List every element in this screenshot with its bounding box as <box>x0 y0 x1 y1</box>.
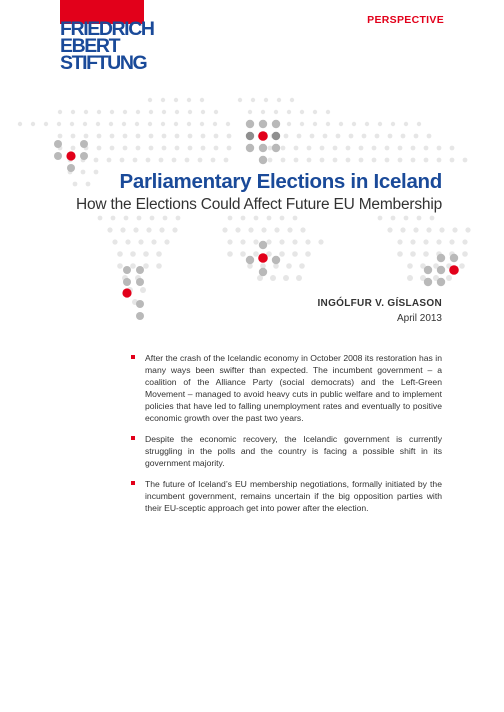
map-dot <box>143 251 149 257</box>
map-dot <box>333 158 338 163</box>
map-dot <box>318 239 323 244</box>
map-dot <box>326 110 330 114</box>
map-dot <box>235 227 240 232</box>
map-dot <box>259 241 267 249</box>
map-dot <box>187 122 191 126</box>
map-dot <box>465 227 470 232</box>
map-dot <box>417 216 422 221</box>
map-dot <box>84 134 89 139</box>
map-dot <box>446 275 452 281</box>
bullet-text: After the crash of the Icelandic economy in October 2008 its restoration has in many ways been swifter than expected. The incumbent government – a coalition of the Alliance Party (social democrats) and the Left-Green Movement – managed to avoid heavy cuts in public welfare and to implement policies that have led to falling unemployment rates and eventually to positive economic growth over the past two years. <box>145 353 442 423</box>
map-dot <box>305 239 310 244</box>
map-dot <box>133 158 138 163</box>
map-dot <box>279 239 284 244</box>
map-dot <box>365 122 369 126</box>
map-dot <box>185 158 190 163</box>
map-dot <box>320 158 325 163</box>
map-dot <box>238 98 242 102</box>
map-dot <box>281 146 286 151</box>
map-dot <box>149 134 154 139</box>
map-dot <box>404 122 408 126</box>
map-dot <box>359 146 364 151</box>
map-dot <box>359 158 364 163</box>
map-dot <box>397 251 403 257</box>
map-dot <box>125 239 130 244</box>
map-dot <box>297 134 302 139</box>
map-dot <box>164 239 169 244</box>
map-dot <box>272 256 280 264</box>
logo-line-1: FRIEDRICH <box>60 18 154 40</box>
map-dot <box>175 134 180 139</box>
map-dot <box>151 239 156 244</box>
map-dot <box>97 110 101 114</box>
map-dot <box>112 239 117 244</box>
map-dot <box>175 110 179 114</box>
map-dot <box>54 140 62 148</box>
map-dot <box>96 122 100 126</box>
map-dot <box>272 120 280 128</box>
map-dot <box>274 110 278 114</box>
map-dot <box>246 144 254 152</box>
map-dot <box>279 251 285 257</box>
map-dot <box>58 110 62 114</box>
map-dot <box>163 216 168 221</box>
bullet-square-icon <box>131 355 135 359</box>
map-dot <box>140 287 146 293</box>
map-dot <box>123 110 127 114</box>
map-dot <box>107 158 112 163</box>
map-dot <box>58 134 63 139</box>
map-dot <box>175 146 180 151</box>
map-dot <box>313 122 317 126</box>
map-dot <box>222 227 227 232</box>
map-dot <box>156 251 162 257</box>
map-dot-highlight <box>258 131 268 141</box>
map-dot <box>397 239 402 244</box>
map-dot <box>200 122 204 126</box>
map-dot <box>391 216 396 221</box>
map-dot <box>188 134 193 139</box>
map-dot <box>450 146 455 151</box>
map-dot <box>135 122 139 126</box>
map-dot <box>307 158 312 163</box>
map-dot <box>286 263 292 269</box>
map-dot <box>44 122 48 126</box>
map-dot <box>430 216 435 221</box>
map-dot <box>107 227 112 232</box>
map-dot <box>149 110 153 114</box>
map-dot <box>391 122 395 126</box>
map-dot <box>352 122 356 126</box>
map-dot <box>159 158 164 163</box>
map-dot <box>71 146 76 151</box>
publication-date: April 2013 <box>396 313 442 324</box>
map-dot <box>300 110 304 114</box>
map-dot <box>211 158 216 163</box>
map-dot <box>266 239 271 244</box>
map-dot <box>424 158 429 163</box>
map-dot <box>388 134 393 139</box>
map-dot <box>138 239 143 244</box>
map-dot <box>410 251 416 257</box>
map-dot <box>437 266 445 274</box>
map-dot <box>136 134 141 139</box>
map-dot <box>378 216 383 221</box>
map-dot <box>300 122 304 126</box>
logo-line-2: EBERT <box>60 35 120 57</box>
map-dot <box>162 134 167 139</box>
map-dot <box>227 146 232 151</box>
map-dot <box>98 216 103 221</box>
bullet-text: The future of Iceland’s EU membership negotiations, formally initiated by the incumbent government, remains uncertain if the big opposition parties with their EU-sceptic approach get into power after the election. <box>145 479 442 513</box>
map-dot <box>423 239 428 244</box>
map-dot <box>346 146 351 151</box>
map-dot <box>437 254 445 262</box>
summary-bullet-list <box>131 352 442 523</box>
map-dot <box>281 158 286 163</box>
map-dot <box>398 158 403 163</box>
map-dot <box>213 122 217 126</box>
map-dot <box>287 122 291 126</box>
map-dot <box>417 122 421 126</box>
map-dot <box>150 216 155 221</box>
map-dot <box>259 156 267 164</box>
map-dot <box>292 251 298 257</box>
map-dot <box>174 122 178 126</box>
map-dot <box>246 120 254 128</box>
bullet-square-icon <box>131 481 135 485</box>
map-dot <box>246 132 254 140</box>
map-dot <box>339 122 343 126</box>
map-dot <box>436 239 441 244</box>
map-dot <box>159 227 164 232</box>
map-dot <box>83 122 87 126</box>
map-dot <box>293 216 298 221</box>
map-dot <box>287 227 292 232</box>
map-dot <box>283 275 289 281</box>
map-dot <box>246 256 254 264</box>
map-dot <box>80 152 88 160</box>
map-dot <box>259 120 267 128</box>
map-dot <box>70 122 74 126</box>
map-dot <box>198 158 203 163</box>
map-dot <box>172 227 177 232</box>
map-dot <box>227 239 232 244</box>
map-dot <box>462 251 468 257</box>
map-dot <box>136 110 140 114</box>
author-name: INGÓLFUR V. GÍSLASON <box>317 298 442 309</box>
map-dot <box>57 122 61 126</box>
map-dot <box>172 158 177 163</box>
map-dot <box>299 263 305 269</box>
map-dot <box>336 134 341 139</box>
map-dot <box>387 227 392 232</box>
map-dot <box>254 216 259 221</box>
map-dot <box>372 158 377 163</box>
map-dot <box>84 110 88 114</box>
map-dot <box>117 251 123 257</box>
map-dot <box>136 278 144 286</box>
map-dot <box>18 122 22 126</box>
map-dot <box>426 227 431 232</box>
map-dot <box>240 239 245 244</box>
map-dot-highlight <box>258 253 268 263</box>
map-dot <box>404 216 409 221</box>
map-dot <box>349 134 354 139</box>
map-dot <box>267 216 272 221</box>
map-dot <box>124 216 129 221</box>
map-dot-highlight <box>449 265 459 275</box>
map-dot <box>450 254 458 262</box>
map-dot <box>123 146 128 151</box>
map-dot <box>148 98 152 102</box>
map-dot <box>111 216 116 221</box>
map-dot <box>424 266 432 274</box>
map-dot <box>31 122 35 126</box>
map-dot <box>71 110 75 114</box>
map-dot <box>307 146 312 151</box>
map-dot <box>346 158 351 163</box>
map-dot <box>201 146 206 151</box>
map-dot <box>274 227 279 232</box>
map-dot <box>227 251 233 257</box>
map-dot <box>162 146 167 151</box>
map-dot <box>143 263 149 269</box>
map-dot <box>188 110 192 114</box>
map-dot <box>146 158 151 163</box>
map-dot <box>162 110 166 114</box>
map-dot <box>401 134 406 139</box>
map-dot <box>161 122 165 126</box>
map-dot <box>452 227 457 232</box>
map-dot <box>362 134 367 139</box>
map-dot <box>156 263 162 269</box>
map-dot <box>261 227 266 232</box>
map-dot <box>226 122 230 126</box>
map-dot-highlight <box>122 288 131 297</box>
map-dot <box>201 110 205 114</box>
map-dot <box>439 227 444 232</box>
map-dot <box>123 278 131 286</box>
summary-bullet <box>131 478 442 514</box>
map-dot <box>137 216 142 221</box>
map-dot <box>123 134 128 139</box>
map-dot <box>214 110 218 114</box>
map-dot <box>176 216 181 221</box>
bullet-square-icon <box>131 436 135 440</box>
map-dot <box>54 152 62 160</box>
map-dot <box>407 275 413 281</box>
map-dot <box>294 158 299 163</box>
map-dot <box>228 216 233 221</box>
map-dot <box>437 158 442 163</box>
map-dot <box>270 275 276 281</box>
map-dot <box>323 134 328 139</box>
map-dot <box>411 146 416 151</box>
map-dot <box>259 144 267 152</box>
map-dot <box>253 251 259 257</box>
map-dot <box>427 134 432 139</box>
map-dot <box>248 110 252 114</box>
map-dot <box>272 132 280 140</box>
document-subtitle: How the Elections Could Affect Future EU Membership <box>76 196 442 213</box>
map-dot-highlight <box>66 151 75 160</box>
map-dot <box>287 110 291 114</box>
map-dot <box>251 98 255 102</box>
map-dot <box>110 110 114 114</box>
map-dot <box>123 266 131 274</box>
map-dot <box>450 158 455 163</box>
map-dot <box>146 227 151 232</box>
map-dot <box>414 134 419 139</box>
series-tag: PERSPECTIVE <box>367 14 444 26</box>
map-dot <box>411 158 416 163</box>
map-dot <box>110 146 115 151</box>
map-dot <box>122 122 126 126</box>
map-dot <box>130 251 136 257</box>
map-dot <box>424 146 429 151</box>
map-dot <box>97 146 102 151</box>
map-dot <box>227 134 232 139</box>
map-dot <box>161 98 165 102</box>
map-dot <box>109 122 113 126</box>
map-dot <box>437 146 442 151</box>
map-dot <box>407 263 413 269</box>
map-dot <box>136 266 144 274</box>
map-dot <box>200 98 204 102</box>
map-dot <box>463 158 468 163</box>
map-dot <box>326 122 330 126</box>
map-dot <box>290 98 294 102</box>
map-dot <box>94 158 99 163</box>
map-dot <box>292 239 297 244</box>
map-dot <box>187 98 191 102</box>
map-dot <box>120 158 125 163</box>
map-dot <box>268 146 273 151</box>
map-dot <box>413 227 418 232</box>
map-dot <box>333 146 338 151</box>
map-dot <box>130 263 136 269</box>
map-dot <box>385 158 390 163</box>
map-dot <box>398 146 403 151</box>
map-dot <box>117 263 123 269</box>
map-dot <box>253 239 258 244</box>
map-dot <box>462 239 467 244</box>
map-dot <box>110 134 115 139</box>
map-dot <box>296 275 302 281</box>
map-dot <box>280 216 285 221</box>
document-title: Parliamentary Elections in Iceland <box>119 170 442 193</box>
map-dot <box>410 239 415 244</box>
map-dot <box>385 146 390 151</box>
map-dot <box>294 146 299 151</box>
summary-bullet <box>131 352 442 424</box>
map-dot <box>214 146 219 151</box>
map-dot <box>424 278 432 286</box>
map-dot <box>174 98 178 102</box>
map-dot <box>201 134 206 139</box>
map-dot <box>459 263 465 269</box>
map-dot <box>400 227 405 232</box>
map-dot <box>136 146 141 151</box>
map-dot <box>305 251 311 257</box>
map-dot <box>437 278 445 286</box>
map-dot <box>277 98 281 102</box>
map-dot <box>97 134 102 139</box>
map-dot <box>375 134 380 139</box>
map-dot <box>310 134 315 139</box>
map-dot <box>300 227 305 232</box>
map-dot <box>214 134 219 139</box>
map-dot <box>313 110 317 114</box>
map-dot <box>284 134 289 139</box>
map-dot <box>80 140 88 148</box>
map-dot <box>268 158 273 163</box>
logo-line-3: STIFTUNG <box>60 52 147 74</box>
map-dot <box>449 239 454 244</box>
map-dot <box>71 134 76 139</box>
map-dot <box>372 146 377 151</box>
map-dot <box>148 122 152 126</box>
map-dot <box>188 146 193 151</box>
map-dot <box>240 251 246 257</box>
map-dot <box>248 227 253 232</box>
map-dot <box>241 216 246 221</box>
map-dot <box>320 146 325 151</box>
map-dot <box>120 227 125 232</box>
map-dot <box>259 268 267 276</box>
map-dot <box>261 110 265 114</box>
bullet-text: Despite the economic recovery, the Icelandic government is currently struggling in the polls and the country is facing a possible shift in its government majority. <box>145 434 442 468</box>
map-dot <box>423 251 429 257</box>
map-dot <box>133 227 138 232</box>
map-dot <box>224 158 229 163</box>
fes-logo <box>60 0 154 72</box>
map-dot <box>149 146 154 151</box>
map-dot <box>378 122 382 126</box>
map-dot <box>264 98 268 102</box>
summary-bullet <box>131 433 442 469</box>
map-dot <box>272 144 280 152</box>
